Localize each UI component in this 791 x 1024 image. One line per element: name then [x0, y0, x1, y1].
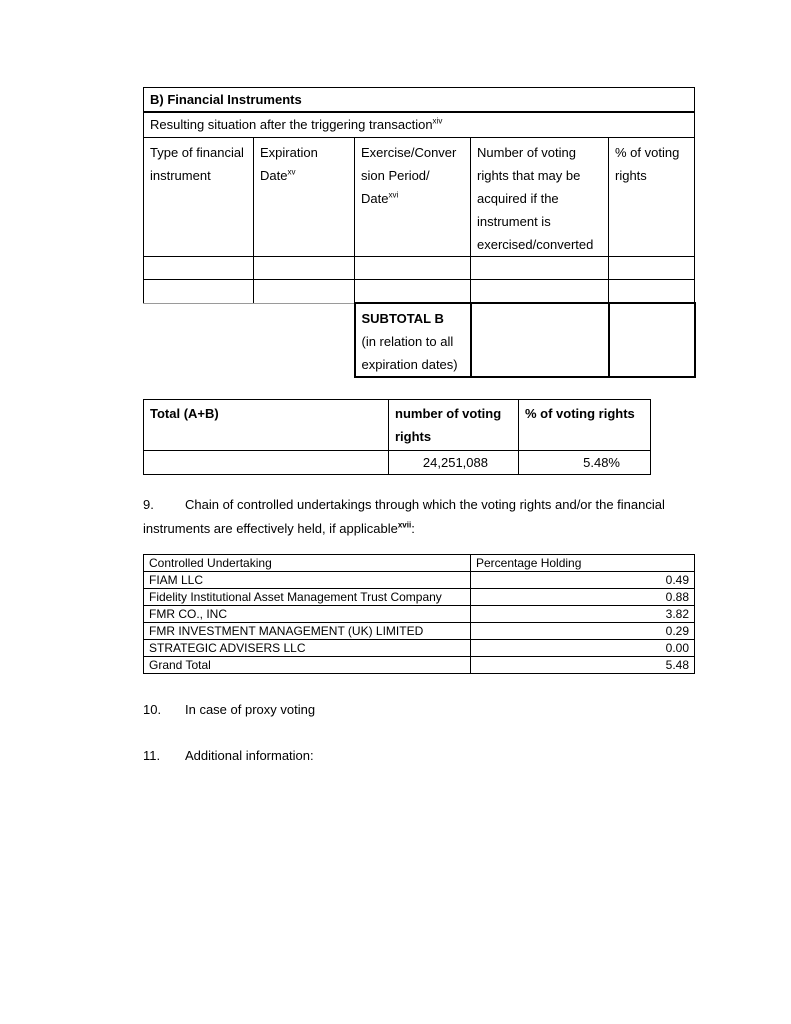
empty-cell [609, 280, 695, 304]
total-voting-header-text: number of voting rights [395, 406, 502, 444]
col-header-instrument-type [144, 138, 254, 257]
section-9-text: Chain of controlled undertakings through which the voting rights and/or the financial instruments are effectively held, if applicable [143, 497, 665, 536]
empty-cell [254, 257, 355, 280]
footnote-ref-xvii: xvii [397, 520, 412, 530]
total-voting-header-cell [389, 400, 519, 451]
footnote-ref-xvi: xvi [388, 190, 399, 200]
controlled-undertakings-table [143, 554, 695, 674]
undertaking-name: FMR CO., INC [144, 606, 471, 623]
undertaking-pct-header: Percentage Holding [471, 555, 695, 572]
empty-cell [471, 257, 609, 280]
footnote-ref-xv: xv [287, 167, 296, 177]
undertaking-pct: 0.49 [471, 572, 695, 589]
empty-cell [355, 280, 471, 304]
total-voting-value: 24,251,088 [389, 451, 519, 475]
undertaking-name: Fidelity Institutional Asset Management Trust Company [144, 589, 471, 606]
subtotal-spacer [144, 303, 355, 377]
section-9-suffix: : [411, 521, 415, 536]
total-pct-header-text: % of voting rights [525, 406, 635, 421]
undertaking-pct: 0.29 [471, 623, 695, 640]
col-header-voting-rights-pct [609, 138, 695, 257]
subtotal-b-label: SUBTOTAL B [361, 311, 444, 326]
section-10-paragraph [143, 698, 694, 722]
undertaking-name: FIAM LLC [144, 572, 471, 589]
col-header-voting-rights-number [471, 138, 609, 257]
exercise-header-line1: Exercise/Conver [361, 145, 457, 160]
section-10-number: 10. [143, 702, 162, 717]
table-row [144, 606, 695, 623]
undertaking-name: Grand Total [144, 657, 471, 674]
table-row [144, 589, 695, 606]
col-header-instrument-type-text: Type of financial instrument [150, 145, 244, 183]
total-pct-value: 5.48% [519, 451, 651, 475]
section-b-title-text: B) Financial Instruments [150, 92, 302, 107]
empty-cell [609, 257, 695, 280]
resulting-situation-text: Resulting situation after the triggering transaction [150, 117, 433, 132]
total-label-text: Total (A+B) [150, 406, 219, 421]
empty-cell [144, 257, 254, 280]
empty-cell [144, 451, 389, 475]
total-pct-header-cell [519, 400, 651, 451]
empty-cell [355, 257, 471, 280]
empty-cell [144, 280, 254, 304]
section-11-paragraph [143, 744, 694, 768]
section-9-paragraph [143, 493, 694, 541]
undertaking-pct: 5.48 [471, 657, 695, 674]
empty-cell [471, 280, 609, 304]
financial-instruments-table [143, 87, 696, 378]
undertaking-name: STRATEGIC ADVISERS LLC [144, 640, 471, 657]
total-a-plus-b-table [143, 399, 651, 475]
total-label-cell [144, 400, 389, 451]
section-9-number: 9. [143, 497, 154, 512]
table-row [144, 640, 695, 657]
col-header-exercise-period [355, 138, 471, 257]
exercise-header-line3-text: Date [361, 191, 389, 206]
table-row [144, 623, 695, 640]
subtotal-b-cell [355, 303, 471, 377]
table-row [144, 572, 695, 589]
col-header-expiration-date [254, 138, 355, 257]
undertaking-name-header: Controlled Undertaking [144, 555, 471, 572]
subtotal-b-note: (in relation to all expiration dates) [361, 334, 458, 372]
table-row grand-total-row [144, 657, 695, 674]
document-content [143, 87, 703, 768]
undertaking-pct: 0.88 [471, 589, 695, 606]
exercise-header-line3 [361, 187, 464, 210]
undertaking-pct: 3.82 [471, 606, 695, 623]
subtotal-pct-cell [609, 303, 695, 377]
col-header-expiration-text: Expiration Date [260, 145, 318, 183]
section-10-text: In case of proxy voting [185, 702, 316, 717]
undertaking-pct: 0.00 [471, 640, 695, 657]
col-header-voting-rights-number-text: Number of voting rights that may be acquired if the instrument is exercised/converted [477, 145, 594, 252]
exercise-header-line2: sion Period/ [361, 168, 430, 183]
footnote-ref-xiv: xiv [432, 116, 443, 126]
empty-cell [254, 280, 355, 304]
col-header-voting-rights-pct-text: % of voting rights [615, 145, 680, 183]
section-b-title [144, 88, 695, 113]
section-11-number: 11. [143, 748, 161, 763]
undertaking-name: FMR INVESTMENT MANAGEMENT (UK) LIMITED [144, 623, 471, 640]
resulting-situation-subtitle [144, 112, 695, 138]
subtotal-voting-rights-cell [471, 303, 609, 377]
undertakings-header-row [144, 555, 695, 572]
section-11-text: Additional information: [185, 748, 314, 763]
